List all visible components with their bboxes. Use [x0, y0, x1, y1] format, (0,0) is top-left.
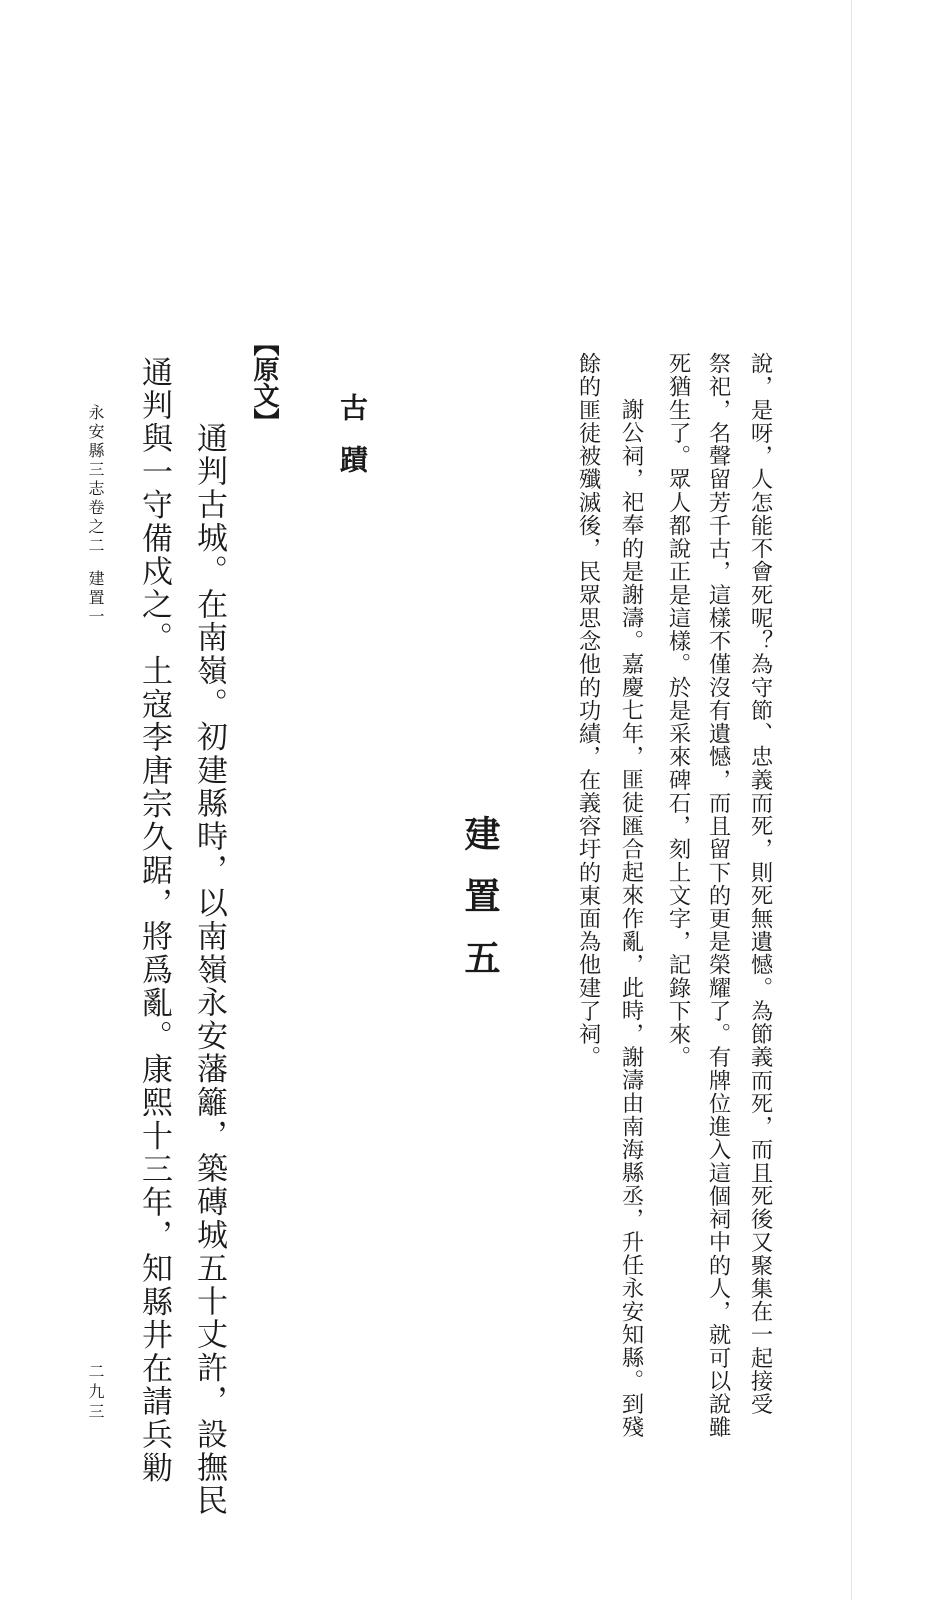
- translation-line-4: 謝公祠，祀奉的是謝濤。嘉慶七年，匪徒匯合起來作亂，此時，謝濤由南海縣丞，升任永安知縣。到殘: [618, 398, 644, 1439]
- translation-line-3: 死猶生了。眾人都說正是這樣。於是采來碑石，刻上文字，記錄下來。: [665, 352, 691, 1069]
- original-line-2: 通判與一守備戍之。土寇李唐宗久踞，將爲亂。康熙十三年，知縣井在請兵勦: [136, 356, 172, 1485]
- running-header-section: 建置一: [86, 570, 105, 627]
- page-number: 二九三: [86, 1363, 105, 1423]
- section-title: 古蹟: [336, 393, 369, 497]
- page-edge-line: [851, 0, 852, 1600]
- translation-line-2: 祭祀，名聲留芳千古，這樣不僅沒有遺憾，而且留下的更是榮耀了。有牌位進入這個祠中的人，就可以說雖: [705, 352, 731, 1439]
- translation-line-5: 餘的匪徒被殲滅後，民眾思念他的功績，在義容圩的東面為他建了祠。: [575, 352, 601, 1069]
- original-text-label: 【原文】: [249, 330, 279, 434]
- running-header: [84, 404, 107, 627]
- original-line-1: 通判古城。在南嶺。初建縣時，以南嶺永安藩籬，築磚城五十丈許，設撫民: [191, 422, 227, 1518]
- chapter-title: 建置五: [459, 815, 501, 1001]
- translation-line-1: 說，是呀，人怎能不會死呢？為守節、忠義而死，則死無遺憾。為節義而死，而且死後又聚集在一起接受: [747, 352, 773, 1416]
- running-header-book: 永安縣三志卷之二: [86, 404, 105, 556]
